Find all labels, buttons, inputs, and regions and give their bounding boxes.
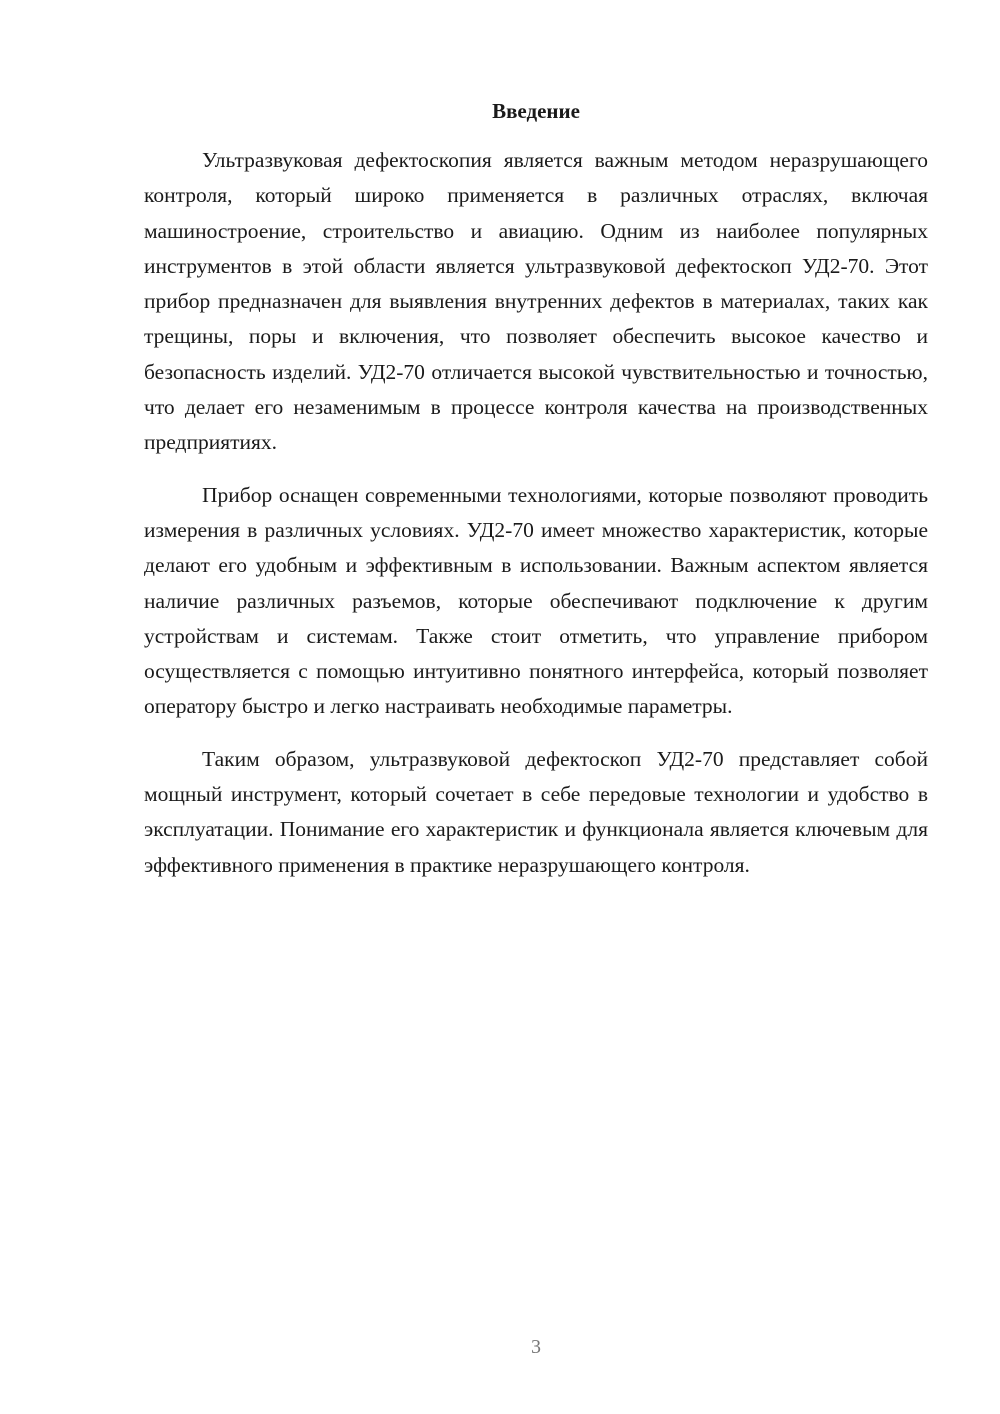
paragraph-1: Ультразвуковая дефектоскопия является важным методом неразрушающего контроля, который широко применяется в различных отраслях, включая машиностроение, строительство и авиацию. Одним из наиболее популярных инструментов в этой области является ультразвуковой дефектоскоп УД2-70. Этот прибор предназначен для выявления внутренних дефектов в материалах, таких как трещины, поры и включения, что позволяет обеспечить высокое качество и безопасность изделий. УД2-70 отличается высокой чувствительностью и точностью, что делает его незаменимым в процессе контроля качества на производственных предприятиях. (144, 148, 928, 455)
paragraph-2: Прибор оснащен современными технологиями, которые позволяют проводить измерения в различных условиях. УД2-70 имеет множество характеристик, которые делают его удобным и эффективным в использовании. Важным аспектом является наличие различных разъемов, которые обеспечивают подключение к другим устройствам и системам. Также стоит отметить, что управление прибором осуществляется с помощью интуитивно понятного интерфейса, который позволяет оператору быстро и легко настраивать необходимые параметры. (144, 482, 928, 719)
page-number: 3 (531, 1336, 541, 1358)
document-body (144, 143, 928, 900)
page-title: Введение (492, 99, 580, 123)
paragraph-3: Таким образом, ультразвуковой дефектоскоп УД2-70 представляет собой мощный инструмент, который сочетает в себе передовые технологии и удобство в эксплуатации. Понимание его характеристик и функционала является ключевым для эффективного применения в практике неразрушающего контроля. (144, 746, 928, 877)
